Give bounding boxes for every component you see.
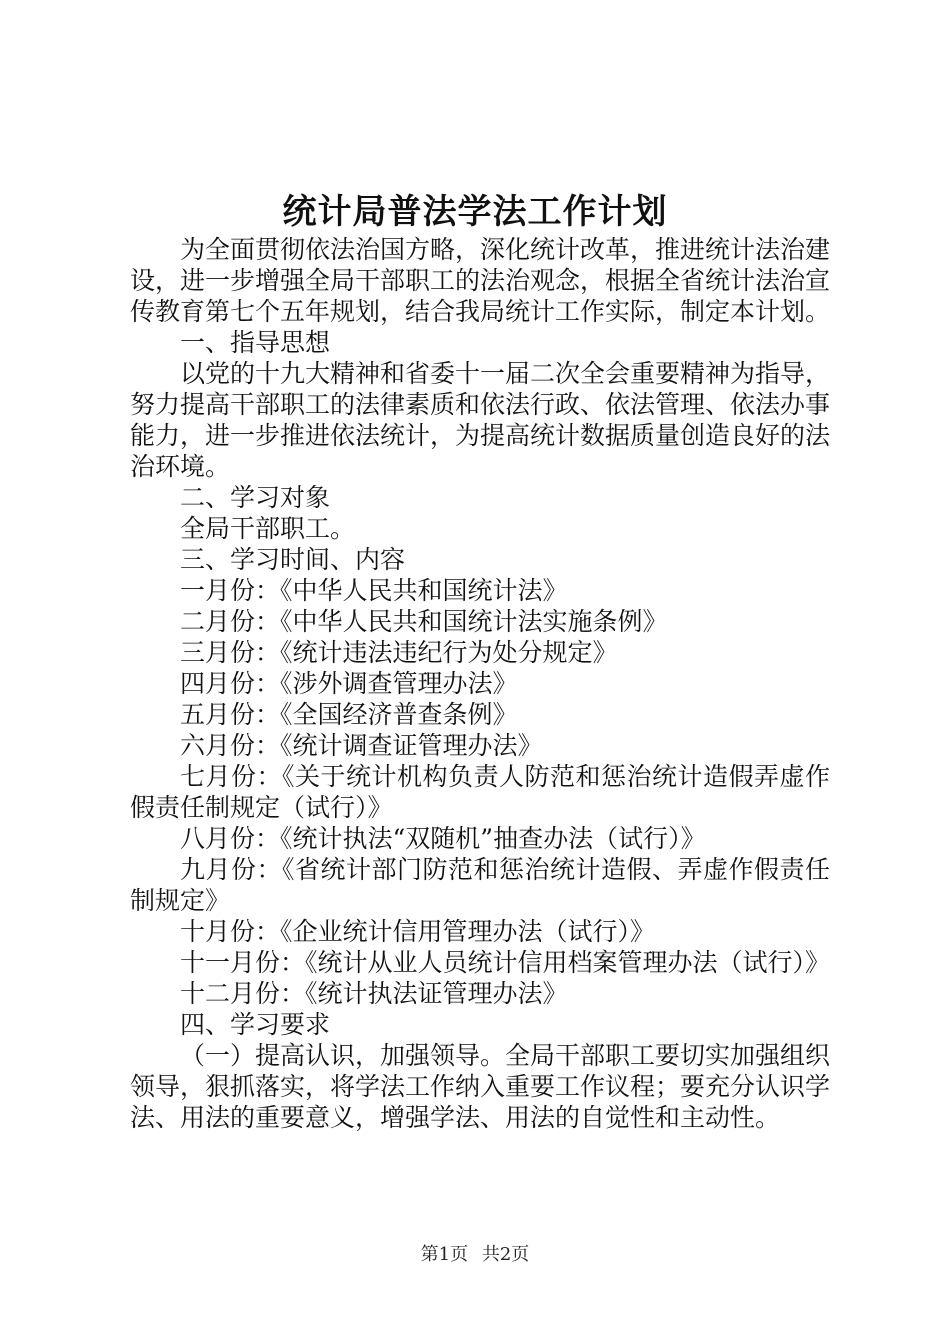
study-targets-paragraph: 全局干部职工。 [180,514,356,543]
section-heading-study-targets: 二、学习对象 [180,483,331,512]
section-heading-study-schedule: 三、学习时间、内容 [180,545,406,574]
page-number-total: 共2页 [481,1244,530,1265]
schedule-item-july: 七月份：《关于统计机构负责人防范和惩治统计造假弄虚作假责任制规定（试行）》 [130,762,830,822]
schedule-item-november: 十一月份：《统计从业人员统计信用档案管理办法（试行）》 [180,948,831,977]
schedule-item-march: 三月份：《统计违法违纪行为处分规定》 [180,638,618,667]
section-heading-study-requirements: 四、学习要求 [180,1010,331,1039]
intro-paragraph: 为全面贯彻依法治国方略，深化统计改革，推进统计法治建设，进一步增强全局干部职工的法治观念，根据全省统计法治宣传教育第七个五年规划，结合我局统计工作实际，制定本计划。 [130,235,831,326]
schedule-item-october: 十月份：《企业统计信用管理办法（试行）》 [180,917,656,946]
requirement-paragraph-1: （一）提高认识，加强领导。全局干部职工要切实加强组织领导，狠抓落实，将学法工作纳入重要工作议程；要充分认识学法、用法的重要意义，增强学法、用法的自觉性和主动性。 [130,1041,831,1132]
page-footer [0,1240,950,1266]
document-title: 统计局普法学法工作计划 [282,192,668,232]
schedule-item-may: 五月份：《全国经济普查条例》 [180,700,518,729]
guiding-ideology-paragraph: 以党的十九大精神和省委十一届二次全会重要精神为指导，努力提高干部职工的法律素质和依法行政、依法管理、依法办事能力，进一步推进依法统计，为提高统计数据质量创造良好的法治环境。 [130,359,831,481]
schedule-item-september: 九月份：《省统计部门防范和惩治统计造假、弄虚作假责任制规定》 [130,855,830,915]
schedule-item-june: 六月份：《统计调查证管理办法》 [180,731,543,760]
section-heading-guiding-ideology: 一、指导思想 [180,328,331,357]
schedule-item-april: 四月份：《涉外调查管理办法》 [180,669,518,698]
schedule-item-january: 一月份：《中华人民共和国统计法》 [180,576,568,605]
schedule-item-february: 二月份：《中华人民共和国统计法实施条例》 [180,607,668,636]
document-body [130,234,830,1133]
schedule-item-august: 八月份：《统计执法“双随机”抽查办法（试行）》 [180,824,706,853]
page-number-current: 第1页 [420,1244,469,1265]
schedule-item-december: 十二月份：《统计执法证管理办法》 [180,979,568,1008]
